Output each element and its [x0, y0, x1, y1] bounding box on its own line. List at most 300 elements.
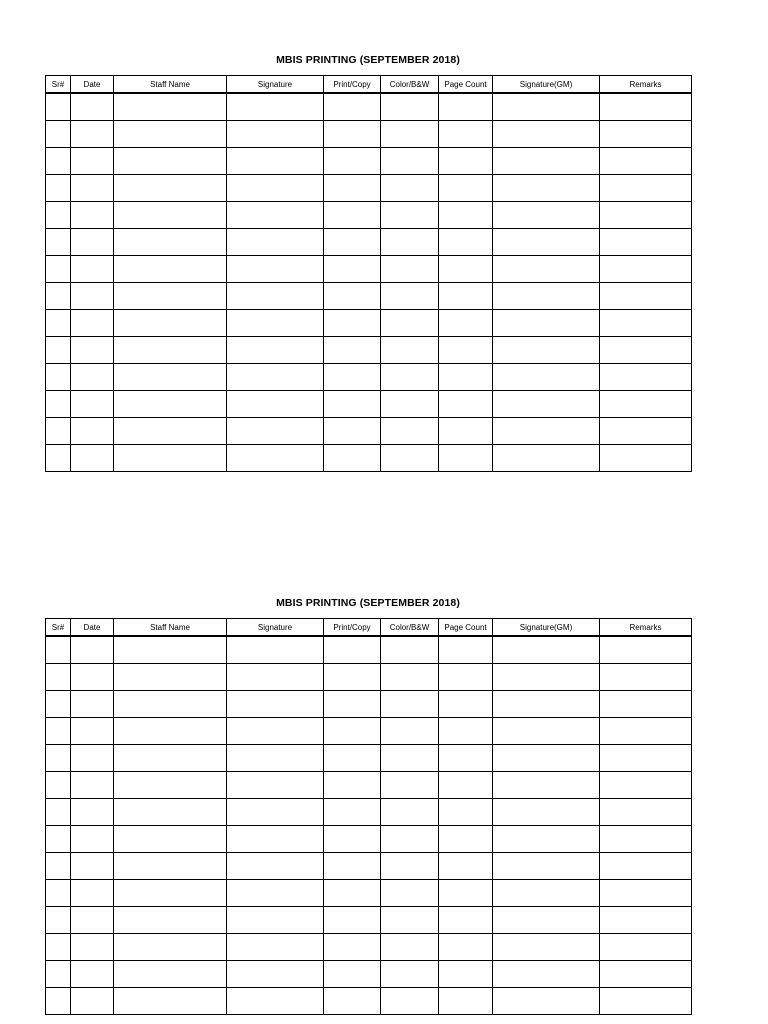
page-count-cell: [439, 691, 493, 718]
date-cell: [71, 664, 114, 691]
sr-cell: [46, 256, 71, 283]
col-header-signature-gm: Signature(GM): [493, 619, 600, 637]
col-header-date: Date: [71, 619, 114, 637]
signature-cell: [227, 121, 324, 148]
page-count-cell: [439, 364, 493, 391]
color-bw-cell: [381, 364, 439, 391]
remarks-cell: [600, 445, 692, 472]
staff-name-cell: [114, 853, 227, 880]
signature-gm-cell: [493, 961, 600, 988]
sr-cell: [46, 718, 71, 745]
staff-name-cell: [114, 691, 227, 718]
signature-gm-cell: [493, 175, 600, 202]
print-copy-cell: [324, 337, 381, 364]
signature-gm-cell: [493, 691, 600, 718]
date-cell: [71, 391, 114, 418]
remarks-cell: [600, 826, 692, 853]
printing-log-table: [45, 618, 692, 1015]
sr-cell: [46, 283, 71, 310]
page-count-cell: [439, 256, 493, 283]
staff-name-cell: [114, 310, 227, 337]
color-bw-cell: [381, 337, 439, 364]
table-row: [46, 826, 692, 853]
sr-cell: [46, 907, 71, 934]
signature-gm-cell: [493, 718, 600, 745]
page-count-cell: [439, 961, 493, 988]
page-count-cell: [439, 664, 493, 691]
signature-gm-cell: [493, 826, 600, 853]
staff-name-cell: [114, 445, 227, 472]
table-row: [46, 202, 692, 229]
print-copy-cell: [324, 283, 381, 310]
print-copy-cell: [324, 961, 381, 988]
sr-cell: [46, 148, 71, 175]
signature-cell: [227, 799, 324, 826]
color-bw-cell: [381, 961, 439, 988]
print-copy-cell: [324, 745, 381, 772]
date-cell: [71, 283, 114, 310]
page-count-cell: [439, 229, 493, 256]
date-cell: [71, 799, 114, 826]
print-copy-cell: [324, 391, 381, 418]
date-cell: [71, 364, 114, 391]
sr-cell: [46, 121, 71, 148]
remarks-cell: [600, 202, 692, 229]
signature-gm-cell: [493, 988, 600, 1015]
color-bw-cell: [381, 175, 439, 202]
staff-name-cell: [114, 664, 227, 691]
table-row: [46, 229, 692, 256]
color-bw-cell: [381, 934, 439, 961]
staff-name-cell: [114, 418, 227, 445]
date-cell: [71, 310, 114, 337]
signature-gm-cell: [493, 772, 600, 799]
page-count-cell: [439, 310, 493, 337]
page-count-cell: [439, 202, 493, 229]
remarks-cell: [600, 229, 692, 256]
signature-cell: [227, 826, 324, 853]
table-row: [46, 93, 692, 121]
signature-cell: [227, 934, 324, 961]
col-header-staff-name: Staff Name: [114, 76, 227, 94]
table-row: [46, 636, 692, 664]
table-row: [46, 772, 692, 799]
color-bw-cell: [381, 664, 439, 691]
signature-cell: [227, 880, 324, 907]
date-cell: [71, 337, 114, 364]
table-row: [46, 664, 692, 691]
remarks-cell: [600, 391, 692, 418]
sr-cell: [46, 93, 71, 121]
signature-gm-cell: [493, 202, 600, 229]
header-row: [46, 619, 692, 637]
staff-name-cell: [114, 256, 227, 283]
color-bw-cell: [381, 121, 439, 148]
staff-name-cell: [114, 229, 227, 256]
signature-cell: [227, 283, 324, 310]
signature-cell: [227, 853, 324, 880]
date-cell: [71, 418, 114, 445]
table-body: [46, 636, 692, 1015]
sr-cell: [46, 691, 71, 718]
signature-gm-cell: [493, 418, 600, 445]
date-cell: [71, 202, 114, 229]
signature-cell: [227, 745, 324, 772]
color-bw-cell: [381, 202, 439, 229]
sr-cell: [46, 961, 71, 988]
color-bw-cell: [381, 418, 439, 445]
table-row: [46, 691, 692, 718]
date-cell: [71, 718, 114, 745]
date-cell: [71, 853, 114, 880]
sr-cell: [46, 202, 71, 229]
col-header-staff-name: Staff Name: [114, 619, 227, 637]
date-cell: [71, 175, 114, 202]
table-row: [46, 988, 692, 1015]
date-cell: [71, 880, 114, 907]
date-cell: [71, 961, 114, 988]
color-bw-cell: [381, 772, 439, 799]
remarks-cell: [600, 988, 692, 1015]
remarks-cell: [600, 337, 692, 364]
col-header-remarks: Remarks: [600, 619, 692, 637]
table-row: [46, 961, 692, 988]
staff-name-cell: [114, 826, 227, 853]
sr-cell: [46, 934, 71, 961]
color-bw-cell: [381, 907, 439, 934]
sheet-title: MBIS PRINTING (SEPTEMBER 2018): [276, 54, 460, 66]
color-bw-cell: [381, 880, 439, 907]
page-count-cell: [439, 445, 493, 472]
remarks-cell: [600, 283, 692, 310]
table-row: [46, 880, 692, 907]
sr-cell: [46, 364, 71, 391]
col-header-sr: Sr#: [46, 619, 71, 637]
remarks-cell: [600, 636, 692, 664]
col-header-remarks: Remarks: [600, 76, 692, 94]
signature-gm-cell: [493, 636, 600, 664]
col-header-signature: Signature: [227, 619, 324, 637]
sr-cell: [46, 772, 71, 799]
staff-name-cell: [114, 772, 227, 799]
signature-cell: [227, 445, 324, 472]
col-header-print-copy: Print/Copy: [324, 76, 381, 94]
table-row: [46, 337, 692, 364]
table-row: [46, 718, 692, 745]
signature-gm-cell: [493, 853, 600, 880]
print-copy-cell: [324, 121, 381, 148]
remarks-cell: [600, 175, 692, 202]
staff-name-cell: [114, 636, 227, 664]
page-count-cell: [439, 799, 493, 826]
staff-name-cell: [114, 799, 227, 826]
signature-gm-cell: [493, 148, 600, 175]
page-count-cell: [439, 148, 493, 175]
page-count-cell: [439, 391, 493, 418]
signature-cell: [227, 148, 324, 175]
remarks-cell: [600, 364, 692, 391]
remarks-cell: [600, 691, 692, 718]
staff-name-cell: [114, 718, 227, 745]
page-count-cell: [439, 93, 493, 121]
signature-cell: [227, 202, 324, 229]
table-row: [46, 934, 692, 961]
signature-gm-cell: [493, 664, 600, 691]
page-count-cell: [439, 718, 493, 745]
sr-cell: [46, 664, 71, 691]
date-cell: [71, 772, 114, 799]
print-copy-cell: [324, 799, 381, 826]
signature-cell: [227, 691, 324, 718]
sr-cell: [46, 745, 71, 772]
color-bw-cell: [381, 283, 439, 310]
table-row: [46, 445, 692, 472]
print-copy-cell: [324, 988, 381, 1015]
date-cell: [71, 121, 114, 148]
color-bw-cell: [381, 718, 439, 745]
color-bw-cell: [381, 256, 439, 283]
print-copy-cell: [324, 93, 381, 121]
staff-name-cell: [114, 364, 227, 391]
sr-cell: [46, 799, 71, 826]
sr-cell: [46, 988, 71, 1015]
table-row: [46, 364, 692, 391]
print-copy-cell: [324, 256, 381, 283]
col-header-date: Date: [71, 76, 114, 94]
print-copy-cell: [324, 718, 381, 745]
print-copy-cell: [324, 175, 381, 202]
print-copy-cell: [324, 880, 381, 907]
table-row: [46, 799, 692, 826]
staff-name-cell: [114, 745, 227, 772]
table-row: [46, 418, 692, 445]
col-header-signature: Signature: [227, 76, 324, 94]
signature-gm-cell: [493, 121, 600, 148]
color-bw-cell: [381, 445, 439, 472]
signature-gm-cell: [493, 93, 600, 121]
print-copy-cell: [324, 445, 381, 472]
staff-name-cell: [114, 148, 227, 175]
staff-name-cell: [114, 961, 227, 988]
date-cell: [71, 256, 114, 283]
print-copy-cell: [324, 826, 381, 853]
signature-cell: [227, 364, 324, 391]
log-sheet-1: [45, 52, 691, 472]
signature-gm-cell: [493, 799, 600, 826]
signature-cell: [227, 175, 324, 202]
print-copy-cell: [324, 364, 381, 391]
staff-name-cell: [114, 93, 227, 121]
date-cell: [71, 907, 114, 934]
color-bw-cell: [381, 745, 439, 772]
signature-cell: [227, 961, 324, 988]
signature-cell: [227, 93, 324, 121]
color-bw-cell: [381, 229, 439, 256]
signature-cell: [227, 256, 324, 283]
col-header-color-bw: Color/B&W: [381, 619, 439, 637]
col-header-sr: Sr#: [46, 76, 71, 94]
table-row: [46, 175, 692, 202]
sheet-title: MBIS PRINTING (SEPTEMBER 2018): [276, 597, 460, 609]
color-bw-cell: [381, 391, 439, 418]
signature-cell: [227, 988, 324, 1015]
page-count-cell: [439, 907, 493, 934]
date-cell: [71, 988, 114, 1015]
page-count-cell: [439, 826, 493, 853]
table-body: [46, 93, 692, 472]
page-count-cell: [439, 934, 493, 961]
remarks-cell: [600, 718, 692, 745]
page-count-cell: [439, 636, 493, 664]
page-count-cell: [439, 772, 493, 799]
date-cell: [71, 826, 114, 853]
staff-name-cell: [114, 175, 227, 202]
sr-cell: [46, 880, 71, 907]
remarks-cell: [600, 961, 692, 988]
col-header-color-bw: Color/B&W: [381, 76, 439, 94]
signature-gm-cell: [493, 745, 600, 772]
signature-cell: [227, 391, 324, 418]
signature-gm-cell: [493, 364, 600, 391]
page-count-cell: [439, 745, 493, 772]
signature-gm-cell: [493, 256, 600, 283]
signature-gm-cell: [493, 907, 600, 934]
sr-cell: [46, 445, 71, 472]
color-bw-cell: [381, 853, 439, 880]
page-count-cell: [439, 853, 493, 880]
color-bw-cell: [381, 826, 439, 853]
remarks-cell: [600, 256, 692, 283]
remarks-cell: [600, 148, 692, 175]
table-row: [46, 256, 692, 283]
remarks-cell: [600, 907, 692, 934]
signature-cell: [227, 229, 324, 256]
table-row: [46, 121, 692, 148]
col-header-page-count: Page Count: [439, 76, 493, 94]
signature-cell: [227, 718, 324, 745]
signature-gm-cell: [493, 310, 600, 337]
color-bw-cell: [381, 691, 439, 718]
date-cell: [71, 691, 114, 718]
table-row: [46, 283, 692, 310]
sr-cell: [46, 310, 71, 337]
signature-cell: [227, 310, 324, 337]
print-copy-cell: [324, 664, 381, 691]
staff-name-cell: [114, 391, 227, 418]
print-copy-cell: [324, 202, 381, 229]
table-row: [46, 148, 692, 175]
page-count-cell: [439, 175, 493, 202]
print-copy-cell: [324, 636, 381, 664]
print-copy-cell: [324, 772, 381, 799]
page-count-cell: [439, 337, 493, 364]
sr-cell: [46, 418, 71, 445]
signature-gm-cell: [493, 934, 600, 961]
table-row: [46, 391, 692, 418]
signature-cell: [227, 664, 324, 691]
sr-cell: [46, 636, 71, 664]
color-bw-cell: [381, 310, 439, 337]
signature-cell: [227, 636, 324, 664]
page-count-cell: [439, 880, 493, 907]
remarks-cell: [600, 772, 692, 799]
table-row: [46, 907, 692, 934]
staff-name-cell: [114, 283, 227, 310]
color-bw-cell: [381, 148, 439, 175]
date-cell: [71, 934, 114, 961]
staff-name-cell: [114, 121, 227, 148]
remarks-cell: [600, 664, 692, 691]
signature-cell: [227, 418, 324, 445]
staff-name-cell: [114, 337, 227, 364]
table-row: [46, 310, 692, 337]
print-copy-cell: [324, 853, 381, 880]
remarks-cell: [600, 418, 692, 445]
color-bw-cell: [381, 93, 439, 121]
printing-log-table: [45, 75, 692, 472]
staff-name-cell: [114, 907, 227, 934]
print-copy-cell: [324, 229, 381, 256]
signature-cell: [227, 772, 324, 799]
log-sheet-2: [45, 595, 691, 1015]
color-bw-cell: [381, 988, 439, 1015]
table-row: [46, 745, 692, 772]
remarks-cell: [600, 93, 692, 121]
signature-gm-cell: [493, 229, 600, 256]
print-copy-cell: [324, 148, 381, 175]
page-count-cell: [439, 121, 493, 148]
remarks-cell: [600, 934, 692, 961]
remarks-cell: [600, 745, 692, 772]
sr-cell: [46, 853, 71, 880]
staff-name-cell: [114, 934, 227, 961]
remarks-cell: [600, 310, 692, 337]
print-copy-cell: [324, 907, 381, 934]
signature-cell: [227, 907, 324, 934]
page-count-cell: [439, 988, 493, 1015]
date-cell: [71, 745, 114, 772]
sr-cell: [46, 337, 71, 364]
print-copy-cell: [324, 418, 381, 445]
remarks-cell: [600, 880, 692, 907]
sr-cell: [46, 391, 71, 418]
remarks-cell: [600, 799, 692, 826]
sr-cell: [46, 826, 71, 853]
col-header-print-copy: Print/Copy: [324, 619, 381, 637]
signature-cell: [227, 337, 324, 364]
sr-cell: [46, 175, 71, 202]
page-count-cell: [439, 418, 493, 445]
page-count-cell: [439, 283, 493, 310]
print-copy-cell: [324, 691, 381, 718]
date-cell: [71, 148, 114, 175]
staff-name-cell: [114, 202, 227, 229]
remarks-cell: [600, 121, 692, 148]
signature-gm-cell: [493, 337, 600, 364]
staff-name-cell: [114, 988, 227, 1015]
color-bw-cell: [381, 799, 439, 826]
date-cell: [71, 93, 114, 121]
date-cell: [71, 636, 114, 664]
staff-name-cell: [114, 880, 227, 907]
col-header-page-count: Page Count: [439, 619, 493, 637]
date-cell: [71, 229, 114, 256]
sr-cell: [46, 229, 71, 256]
color-bw-cell: [381, 636, 439, 664]
col-header-signature-gm: Signature(GM): [493, 76, 600, 94]
print-copy-cell: [324, 934, 381, 961]
signature-gm-cell: [493, 391, 600, 418]
